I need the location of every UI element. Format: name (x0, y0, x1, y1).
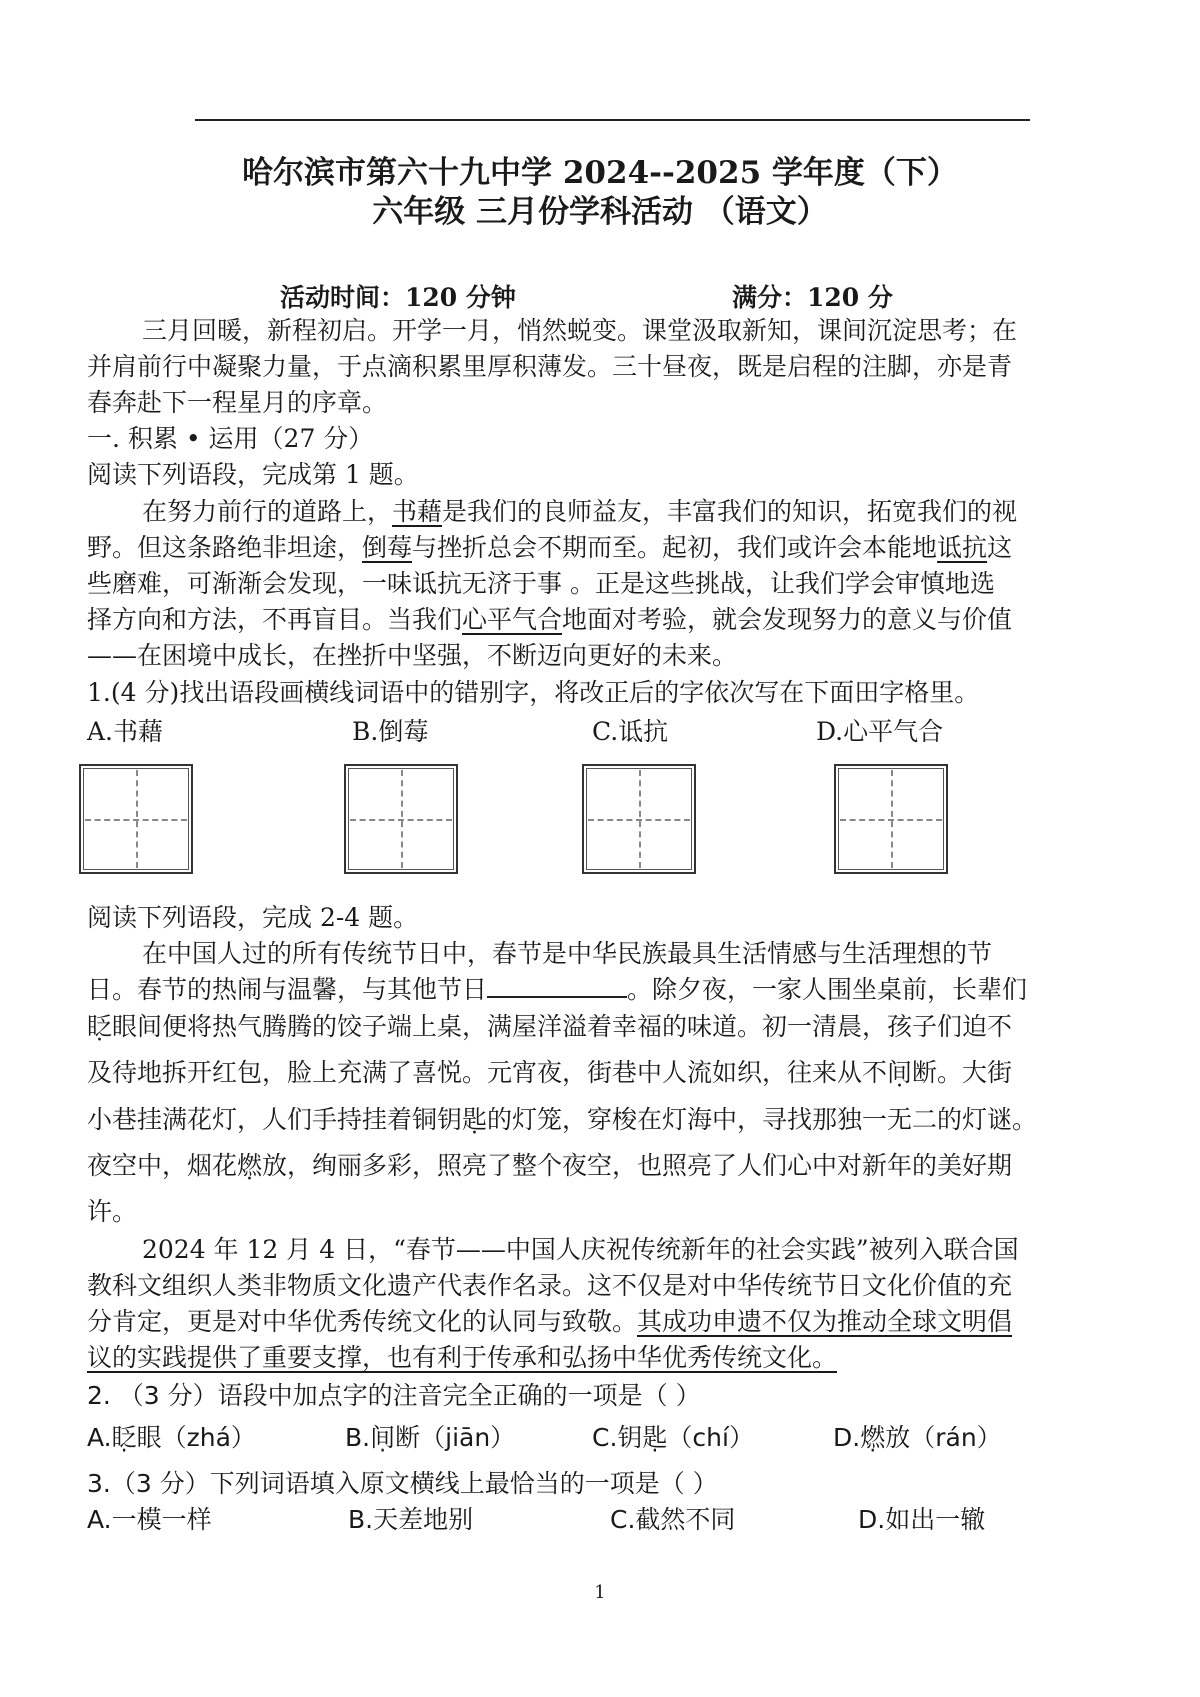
text-span: 小巷挂满花灯，人们手持挂着铜钥 (87, 1105, 463, 1134)
text-span: 及待地拆开红包，脸上充满了喜悦。元宵夜，街巷中人流如织，往来从不 (87, 1058, 888, 1087)
question-3-stem: 3.（3 分）下列词语填入原文横线上最恰当的一项是（ ） (87, 1469, 718, 1498)
text-span: （chí） (667, 1423, 754, 1452)
passage-line (87, 1055, 1012, 1091)
underlined-word: 诋抗 (937, 533, 988, 562)
q3-option-a: A.一模一样 (87, 1505, 212, 1534)
time-label: 活动时间：120 分钟 (280, 283, 516, 312)
exam-title-line1: 哈尔滨市第六十九中学 2024--2025 学年度（下） (242, 155, 958, 191)
q3-option-b: B.天差地别 (348, 1505, 474, 1534)
q2-option-c (592, 1418, 754, 1454)
dotted-char: 眨 (87, 1012, 113, 1041)
passage-line (87, 1009, 1012, 1045)
text-span: 在努力前行的道路上， (142, 497, 393, 526)
underlined-word: 心平气合 (462, 605, 563, 634)
top-rule (195, 119, 1030, 121)
underlined-word: 书藉 (392, 497, 443, 526)
passage-line (87, 1340, 837, 1376)
passage-line: ——在困境中成长，在挫折中坚强，不断迈向更好的未来。 (87, 641, 738, 670)
section-heading: 一. 积累 • 运用（27 分） (87, 424, 374, 453)
text-span: 地面对考验，就会发现努力的意义与价值 (562, 605, 1013, 634)
text-span: 放，绚丽多彩，照亮了整个夜空，也照亮了人们心中对新年的美好期 (262, 1151, 1013, 1180)
text-span: 断（jiān） (395, 1423, 516, 1452)
tianzige-box-a[interactable] (79, 764, 193, 874)
tianzige-box-d[interactable] (834, 764, 948, 874)
q1-option-b: B.倒莓 (352, 717, 429, 746)
text-span: 是我们的良师益友，丰富我们的知识，拓宽我们的视 (442, 497, 1018, 526)
passage-line: 许。 (87, 1197, 138, 1226)
text-span: 与挫折总会不期而至。起初，我们或许会本能地 (412, 533, 938, 562)
reading-instruction: 阅读下列语段，完成第 1 题。 (87, 460, 419, 489)
intro-line: 三月回暖，新程初启。开学一月，悄然蜕变。课堂汲取新知，课间沉淀思考；在 (142, 316, 1018, 345)
text-span: 野。但这条路绝非坦途， (87, 533, 363, 562)
intro-line: 并肩前行中凝聚力量，于点滴积累里厚积薄发。三十昼夜，既是启程的注脚，亦是青 (87, 352, 1013, 381)
text-span: 日。春节的热闹与温馨，与其他节日 (87, 975, 488, 1004)
passage-line (87, 602, 1012, 638)
reading-instruction: 阅读下列语段，完成 2-4 题。 (87, 903, 419, 932)
passage-line (87, 1304, 1012, 1340)
passage-line: 教科文组织人类非物质文化遗产代表作名录。这不仅是对中华传统节日文化价值的充 (87, 1271, 1013, 1300)
underlined-sentence: 议的实践提供了重要支撑，也有利于传承和弘扬中华优秀传统文化。 (87, 1343, 838, 1372)
dotted-char: 间 (370, 1423, 396, 1452)
text-span: 分肯定，更是对中华优秀传统文化的认同与致敬。 (87, 1307, 638, 1336)
exam-title-line2: 六年级 三月份学科活动 （语文） (372, 194, 828, 230)
dotted-char: 匙 (642, 1423, 668, 1452)
question-1-stem: 1.(4 分)找出语段画横线词语中的错别字，将改正后的字依次写在下面田字格里。 (87, 678, 980, 707)
q3-option-c: C.截然不同 (610, 1505, 736, 1534)
tianzige-box-c[interactable] (582, 764, 696, 874)
page-number: 1 (594, 1582, 606, 1603)
text-span: A. (87, 1423, 112, 1452)
passage-line (87, 1102, 1037, 1138)
text-span: D. (833, 1423, 861, 1452)
score-label: 满分：120 分 (732, 283, 893, 312)
dotted-char: 间 (887, 1058, 913, 1087)
dotted-char: 燃 (860, 1423, 886, 1452)
passage-line (87, 1148, 1012, 1184)
q2-option-b (345, 1418, 515, 1454)
dotted-char: 眨 (111, 1423, 137, 1452)
passage-line (87, 530, 1012, 566)
dotted-char: 燃 (237, 1151, 263, 1180)
q1-option-d: D.心平气合 (816, 717, 944, 746)
passage-line: 2024 年 12 月 4 日，“春节——中国人庆祝传统新年的社会实践”被列入联合国 (142, 1235, 1019, 1264)
text-span: B. (345, 1423, 371, 1452)
text-span: C.钥 (592, 1423, 643, 1452)
passage-line (87, 972, 1027, 1008)
underlined-word: 倒莓 (362, 533, 413, 562)
q3-option-d: D.如出一辙 (858, 1505, 986, 1534)
passage-line: 些磨难，可渐渐会发现，一味诋抗无济于事 。正是这些挑战，让我们学会审慎地选 (87, 569, 995, 598)
intro-line: 春奔赴下一程星月的序章。 (87, 388, 388, 417)
tianzige-box-b[interactable] (344, 764, 458, 874)
text-span: 。除夕夜，一家人围坐桌前，长辈们 (627, 975, 1028, 1004)
q2-option-d (833, 1418, 1002, 1454)
fill-in-blank[interactable] (487, 974, 627, 998)
text-span: 的灯笼，穿梭在灯海中，寻找那独一无二的灯谜。 (487, 1105, 1038, 1134)
passage-line (142, 494, 1017, 530)
q2-option-a (87, 1418, 256, 1454)
passage-line: 在中国人过的所有传统节日中，春节是中华民族最具生活情感与生活理想的节 (142, 939, 993, 968)
text-span: 眼间便将热气腾腾的饺子端上桌，满屋洋溢着幸福的味道。初一清晨，孩子们迫不 (112, 1012, 1013, 1041)
text-span: 放（rán） (885, 1423, 1002, 1452)
text-span: 择方向和方法，不再盲目。当我们 (87, 605, 463, 634)
text-span: 夜空中，烟花 (87, 1151, 238, 1180)
underlined-sentence: 其成功申遗不仅为推动全球文明倡 (637, 1307, 1013, 1336)
question-2-stem: 2. （3 分）语段中加点字的注音完全正确的一项是（ ） (87, 1381, 701, 1410)
text-span: 这 (987, 533, 1013, 562)
text-span: 断。大街 (912, 1058, 1013, 1087)
q1-option-c: C.诋抗 (592, 717, 669, 746)
text-span: 眼（zhá） (136, 1423, 256, 1452)
dotted-char: 匙 (462, 1105, 488, 1134)
q1-option-a: A.书藉 (87, 717, 164, 746)
